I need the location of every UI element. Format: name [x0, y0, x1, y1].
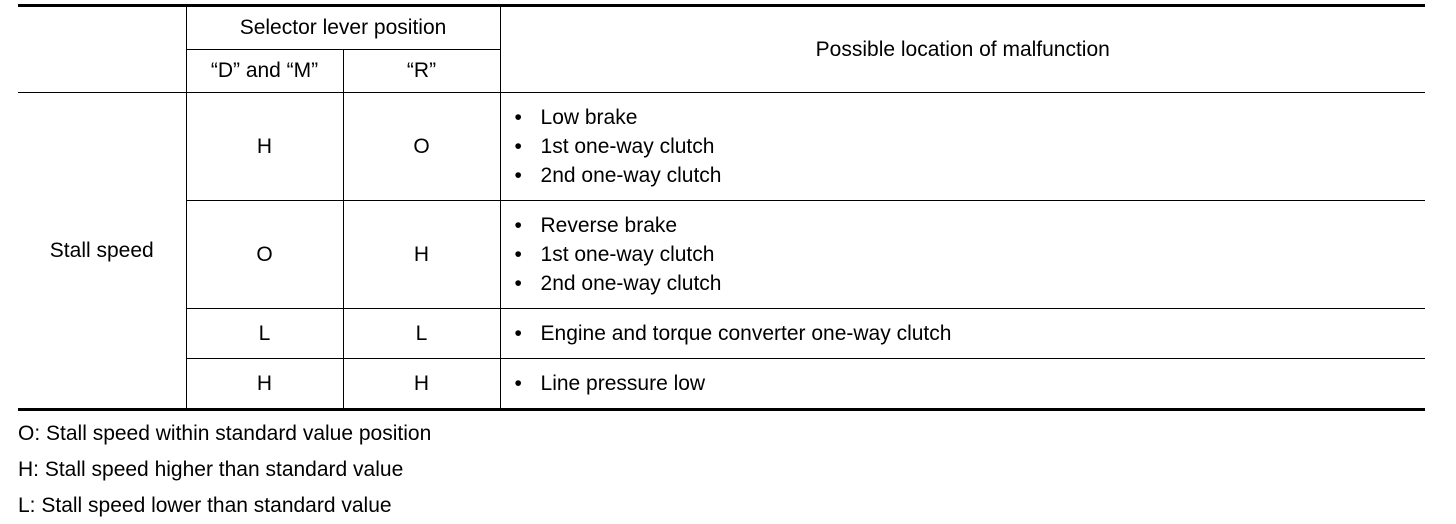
list-item: • 1st one-way clutch	[515, 240, 1426, 269]
table-row	[18, 93, 1425, 201]
table-row	[18, 359, 1425, 410]
cell-malfunction-list	[500, 201, 1425, 309]
list-item: • Line pressure low	[515, 369, 1426, 398]
legend	[18, 416, 1425, 524]
list-item: • 2nd one-way clutch	[515, 161, 1426, 190]
cell-r-value: O	[343, 93, 500, 201]
cell-r-value: H	[343, 201, 500, 309]
list-item: • Reverse brake	[515, 211, 1426, 240]
cell-d-m-value: H	[186, 93, 343, 201]
header-possible-malfunction: Possible location of malfunction	[500, 6, 1425, 93]
cell-malfunction-list	[500, 359, 1425, 410]
row-label-stall-speed: Stall speed	[18, 93, 186, 410]
legend-item-h: H: Stall speed higher than standard value	[18, 458, 404, 481]
list-item: • Engine and torque converter one-way clutch	[515, 319, 1426, 348]
cell-d-m-value: L	[186, 309, 343, 359]
cell-d-m-value: H	[186, 359, 343, 410]
header-row-1	[18, 6, 1425, 50]
header-d-and-m: “D” and “M”	[186, 50, 343, 93]
cell-malfunction-list	[500, 93, 1425, 201]
list-item: • 1st one-way clutch	[515, 132, 1426, 161]
header-r: “R”	[343, 50, 500, 93]
stall-test-document	[18, 4, 1425, 524]
header-empty-cell	[18, 6, 186, 93]
legend-item-l: L: Stall speed lower than standard value	[18, 494, 392, 517]
cell-r-value: H	[343, 359, 500, 410]
legend-item-o: O: Stall speed within standard value position	[18, 422, 432, 445]
table-row	[18, 309, 1425, 359]
list-item: • Low brake	[515, 103, 1426, 132]
stall-speed-table	[18, 4, 1425, 411]
cell-d-m-value: O	[186, 201, 343, 309]
cell-r-value: L	[343, 309, 500, 359]
list-item: • 2nd one-way clutch	[515, 269, 1426, 298]
cell-malfunction-list	[500, 309, 1425, 359]
header-selector-lever-position: Selector lever position	[186, 6, 500, 50]
table-row	[18, 201, 1425, 309]
